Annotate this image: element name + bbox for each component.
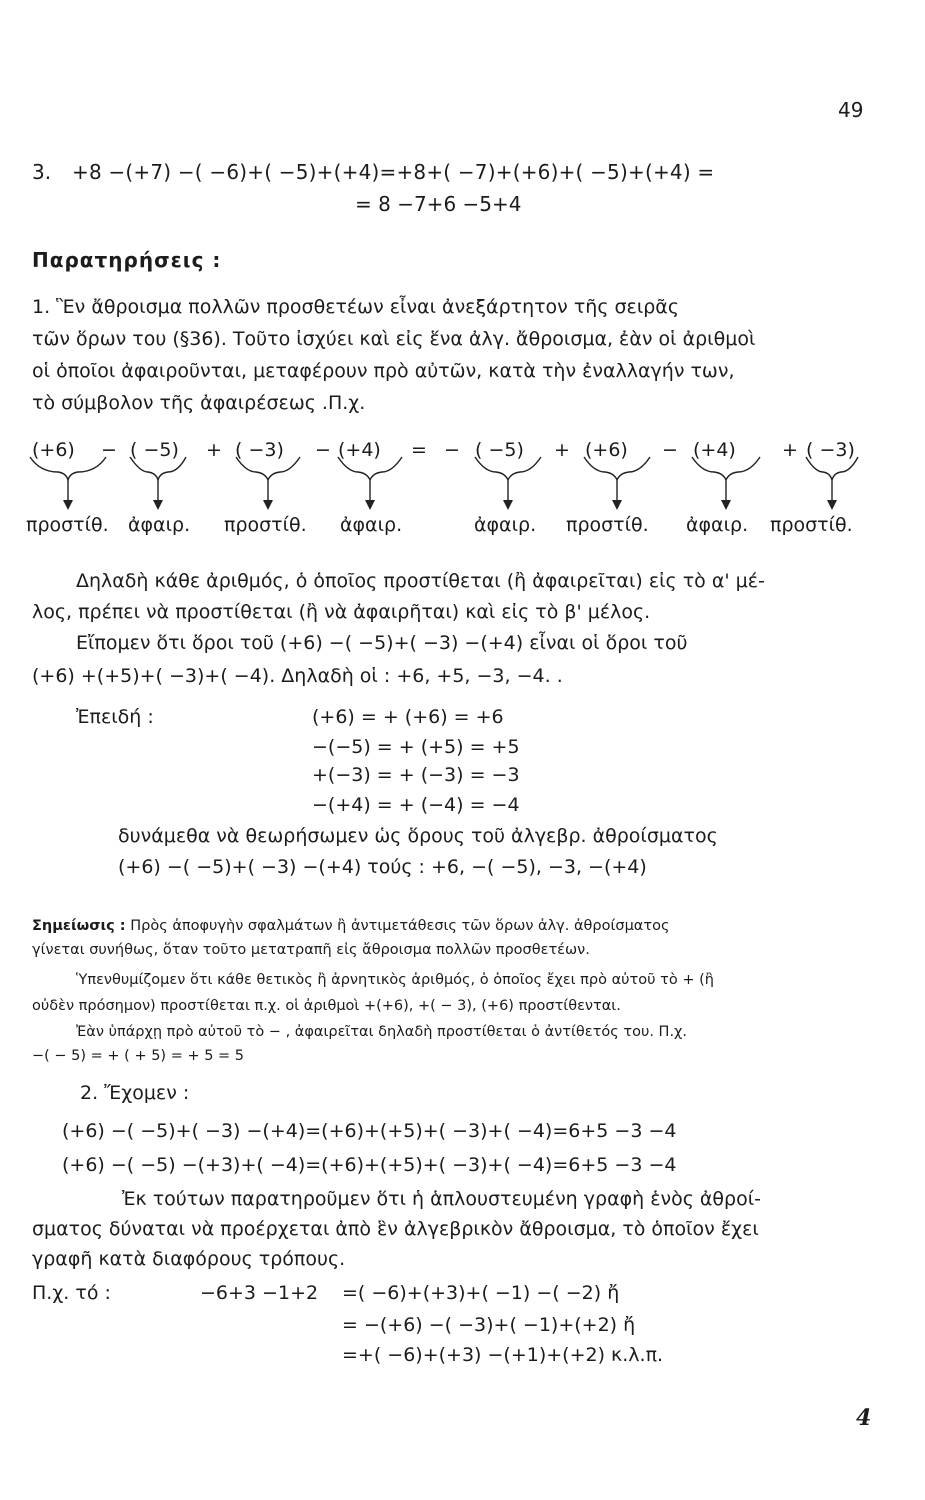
paragraph-line: τὸ σύμβολον τῆς ἀφαιρέσεως .Π.χ. — [32, 392, 366, 414]
operator: + — [206, 439, 222, 461]
paragraph-line: Ἐκ τούτων παρατηροῦμεν ὅτι ἡ ἁπλουστευμένη γραφὴ ἑνὸς ἀθροί- — [122, 1188, 762, 1210]
brace-label: προστίθ. — [224, 514, 307, 536]
brace-label: προστίθ. — [770, 514, 853, 536]
brace-arrow — [236, 457, 300, 510]
operator: − — [444, 439, 460, 461]
paragraph-line: Δηλαδὴ κάθε ἀριθμός, ὁ ὁποῖος προστίθεται (ἢ ἀφαιρεῖται) εἰς τὸ α' μέ- — [76, 570, 765, 592]
paragraph-line: Εἴπομεν ὅτι ὅροι τοῦ (+6) −( −5)+( −3) −(+4) εἶναι οἱ ὅροι τοῦ — [76, 632, 688, 654]
equation-line: (+6) −( −5) −(+3)+( −4)=(+6)+(+5)+( −3)+( −4)=6+5 −3 −4 — [62, 1154, 677, 1176]
operator: = — [411, 439, 427, 461]
term: (+4) — [693, 439, 736, 461]
term: ( −5) — [130, 439, 179, 461]
brace-arrow — [692, 457, 760, 510]
brace-label: ἀφαιρ. — [128, 514, 191, 536]
equation-line: (+6) = + (+6) = +6 — [312, 706, 504, 728]
equation-line: −(−5) = + (+5) = +5 — [312, 736, 520, 758]
term: ( −5) — [475, 439, 524, 461]
paragraph-line: (+6) −( −5)+( −3) −(+4) τούς : +6, −( −5), −3, −(+4) — [118, 856, 647, 878]
paragraph-line: σματος δύναται νὰ προέρχεται ἀπὸ ἓν ἀλγεβρικὸν ἄθροισμα, τὸ ὁποῖον ἔχει — [32, 1218, 759, 1240]
brace-arrow — [475, 457, 541, 510]
brace-label: προστίθ. — [566, 514, 649, 536]
brace-label: ἀφαιρ. — [340, 514, 403, 536]
brace-arrow — [130, 457, 186, 510]
note-line: −( − 5) = + ( + 5) = + 5 = 5 — [32, 1048, 245, 1064]
paragraph-line: 1. Ἓν ἄθροισμα πολλῶν προσθετέων εἶναι ἀνεξάρτητον τῆς σειρᾶς — [32, 296, 679, 318]
brace-label: προστίθ. — [26, 514, 109, 536]
operator: − — [662, 439, 678, 461]
signature-mark: 4 — [856, 1405, 872, 1431]
equation-line: =+( −6)+(+3) −(+1)+(+2) κ.λ.π. — [342, 1344, 664, 1366]
term: ( −3) — [806, 439, 855, 461]
brace-arrow — [806, 457, 858, 510]
paragraph-line: γραφῆ κατὰ διαφόρους τρόπους. — [32, 1248, 346, 1270]
example-equation-line: +8 −(+7) −( −6)+( −5)+(+4)=+8+( −7)+(+6)+( −5)+(+4) = — [72, 160, 715, 184]
term: (+4) — [338, 439, 381, 461]
term: ( −3) — [235, 439, 284, 461]
example-number: 3. — [32, 160, 52, 184]
brace-arrow — [338, 457, 402, 510]
note-line: Ἐὰν ὑπάρχῃ πρὸ αὐτοῦ τὸ − , ἀφαιρεῖται δηλαδὴ προστίθεται ὁ ἀντίθετός του. Π.χ. — [76, 1024, 688, 1040]
section-heading: 2. Ἔχομεν : — [80, 1082, 190, 1104]
note-first-line — [32, 918, 669, 934]
equation-line: = −(+6) −( −3)+( −1)+(+2) ἤ — [342, 1314, 636, 1336]
equation-line: −6+3 −1+2 — [200, 1282, 319, 1304]
operator: + — [782, 439, 798, 461]
operator: − — [315, 439, 331, 461]
paragraph-line: τῶν ὅρων του (§36). Τοῦτο ἰσχύει καὶ εἰς ἕνα ἀλγ. ἄθροισμα, ἐὰν οἱ ἀριθμοὶ — [32, 328, 756, 350]
label: Ἐπειδή : — [76, 706, 154, 728]
equation-line: (+6) −( −5)+( −3) −(+4)=(+6)+(+5)+( −3)+( −4)=6+5 −3 −4 — [62, 1120, 677, 1142]
note-line: Ὑπενθυμίζομεν ὅτι κάθε θετικὸς ἢ ἀρνητικὸς ἀριθμός, ὁ ὁποῖος ἔχει πρὸ αὐτοῦ τὸ + (ἢ — [76, 972, 714, 988]
page-number: 49 — [838, 98, 864, 122]
brace-arrow — [30, 457, 106, 510]
section-heading: Παρατηρήσεις : — [32, 248, 222, 272]
brace-arrow — [584, 457, 650, 510]
paragraph-line: (+6) +(+5)+( −3)+( −4). Δηλαδὴ οἱ : +6, +5, −3, −4. . — [32, 665, 563, 687]
term: (+6) — [32, 439, 75, 461]
note-line: γίνεται συνήθως, ὅταν τοῦτο μετατραπῆ εἰς ἄθροισμα πολλῶν προσθετέων. — [32, 942, 590, 958]
operator: − — [101, 439, 117, 461]
brace-arrows-diagram — [0, 0, 925, 560]
equation-line: =( −6)+(+3)+( −1) −( −2) ἤ — [342, 1282, 620, 1304]
term: (+6) — [585, 439, 628, 461]
note-line: οὐδὲν πρόσημον) προστίθεται π.χ. οἱ ἀριθμοὶ +(+6), +( − 3), (+6) προστίθενται. — [32, 998, 621, 1014]
equation-line: +(−3) = + (−3) = −3 — [312, 764, 520, 786]
paragraph-line: δυνάμεθα νὰ θεωρήσωμεν ὡς ὅρους τοῦ ἀλγεβρ. ἀθροίσματος — [118, 825, 718, 847]
label: Π.χ. τό : — [32, 1282, 111, 1304]
equation-line: −(+4) = + (−4) = −4 — [312, 794, 520, 816]
brace-label: ἀφαιρ. — [474, 514, 537, 536]
note-text: Πρὸς ἀποφυγὴν σφαλμάτων ἢ ἀντιμετάθεσις τῶν ὅρων ἀλγ. ἀθροίσματος — [125, 918, 670, 934]
note-heading: Σημείωσις : — [32, 918, 126, 934]
example-equation-line: = 8 −7+6 −5+4 — [355, 192, 522, 216]
paragraph-line: λος, πρέπει νὰ προστίθεται (ἢ νὰ ἀφαιρῆται) καὶ εἰς τὸ β' μέλος. — [32, 601, 651, 623]
paragraph-line: οἱ ὁποῖοι ἀφαιροῦνται, μεταφέρουν πρὸ αὐτῶν, κατὰ τὴν ἐναλλαγήν των, — [32, 360, 735, 382]
operator: + — [554, 439, 570, 461]
brace-label: ἀφαιρ. — [686, 514, 749, 536]
